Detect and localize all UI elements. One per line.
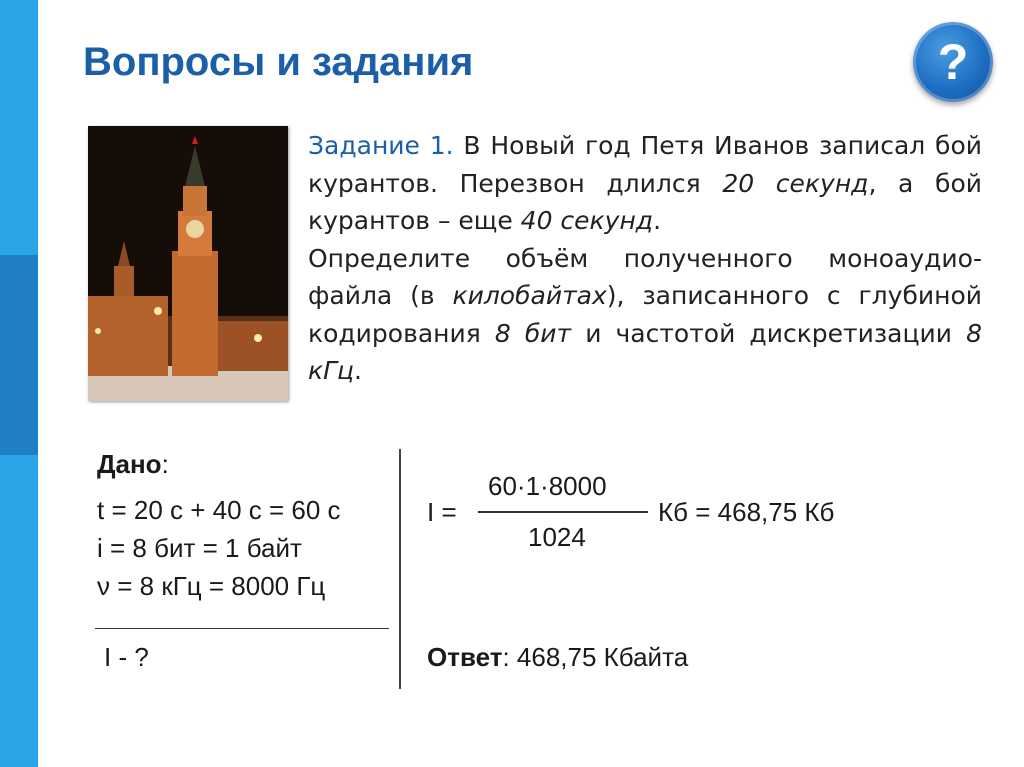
task-sample-rate: 8 кГц xyxy=(308,318,982,385)
task-text xyxy=(308,127,982,390)
task-bit-depth: 8 бит xyxy=(494,318,572,348)
given-line-time: t = 20 с + 40 с = 60 с xyxy=(97,495,341,525)
task-text-part-1: В Новый год Петя Иванов записал бой курантов. Перезвон длился xyxy=(308,131,982,198)
answer-value: : 468,75 Кбайта xyxy=(502,642,689,672)
task-text-part-4: Определите объём полученного моноаудио-файла (в xyxy=(308,243,982,310)
answer xyxy=(427,642,688,673)
given-heading-label: Дано xyxy=(97,449,162,479)
answer-label: Ответ xyxy=(427,642,503,672)
task-duration-1: 20 секунд xyxy=(722,168,869,198)
task-text-part-3: . xyxy=(653,206,662,235)
kremlin-tower-photo xyxy=(88,126,288,401)
find-line: I - ? xyxy=(104,642,149,672)
column-divider xyxy=(399,449,401,689)
task-text-part-7: . xyxy=(354,356,362,385)
given-heading-colon: : xyxy=(161,449,169,479)
given-divider xyxy=(95,628,389,629)
given-line-frequency: ν = 8 кГц = 8000 Гц xyxy=(97,571,326,601)
question-glyph: ? xyxy=(937,34,969,90)
formula-lhs: I = xyxy=(427,497,457,527)
formula-result: Кб = 468,75 Кб xyxy=(658,497,835,527)
task-text-part-5: ), записанного с глубиной кодирования xyxy=(308,281,983,348)
given-heading xyxy=(97,449,169,480)
slide-title: Вопросы и задания xyxy=(83,40,474,84)
fraction-bar xyxy=(478,511,648,513)
task-text-part-6: и частотой дискретизации xyxy=(571,318,967,348)
task-duration-2: 40 секунд xyxy=(520,206,654,235)
left-accent-bar-highlight xyxy=(0,255,38,455)
formula-denominator: 1024 xyxy=(528,522,586,552)
task-label: Задание 1. xyxy=(308,131,454,160)
task-unit: килобайтах xyxy=(452,281,607,310)
formula-numerator: 60·1·8000 xyxy=(488,471,607,501)
question-icon[interactable] xyxy=(913,22,993,102)
given-line-depth: i = 8 бит = 1 байт xyxy=(97,533,302,563)
task-text-part-2: , а бой курантов – еще xyxy=(308,168,982,235)
